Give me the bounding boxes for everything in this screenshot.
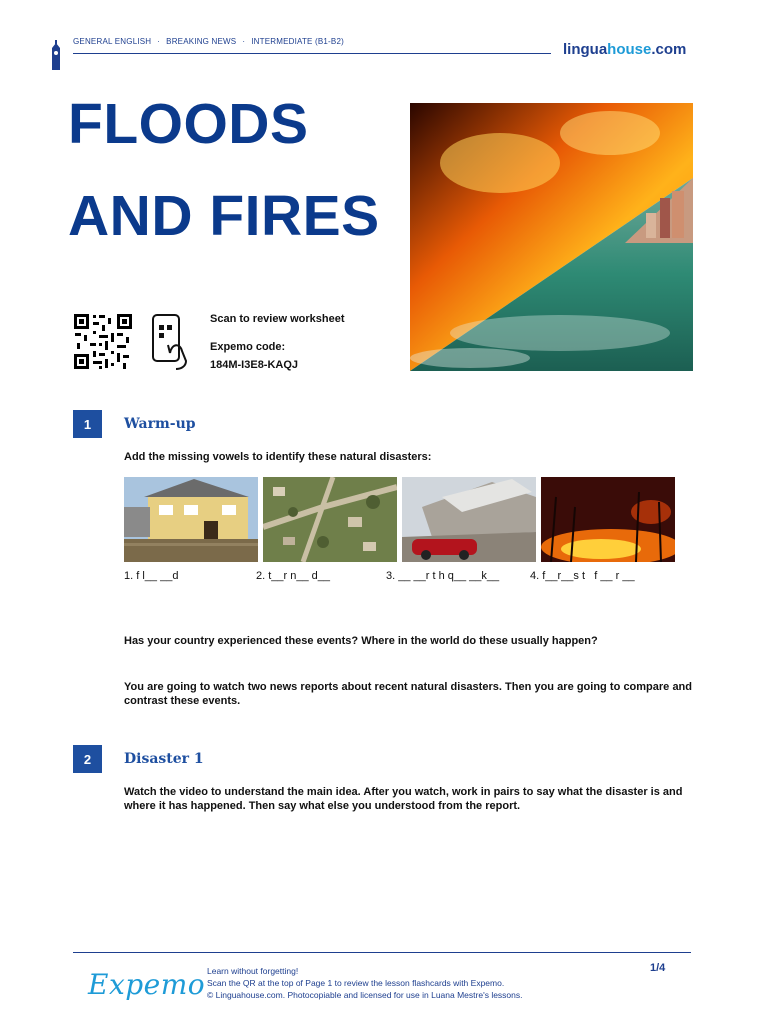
- clue-tornado: 2. t__r n__ d__: [256, 570, 331, 582]
- flooded-house-photo: [124, 477, 258, 562]
- brand-tld: .com: [651, 41, 687, 58]
- brand-main: lingua: [563, 41, 608, 58]
- section-1-question: Has your country experienced these events? Where in the world do these usually happen?: [124, 635, 598, 647]
- brand-logo: [563, 41, 686, 58]
- earthquake-collapsed-building-photo: [402, 477, 536, 562]
- brand-light: house: [607, 41, 652, 58]
- breadcrumb-level-2: BREAKING NEWS: [166, 37, 237, 46]
- section-1-title: Warm-up: [124, 416, 196, 432]
- header-divider: [73, 53, 551, 54]
- expemo-code-label: Expemo code:: [210, 341, 286, 353]
- footer-divider: [73, 952, 691, 953]
- page-number: 1/4: [650, 962, 666, 974]
- section-2-title: Disaster 1: [124, 751, 204, 767]
- clue-flood: 1. f l__ __d: [124, 570, 179, 582]
- big-ben-icon: [50, 40, 62, 70]
- breadcrumb-separator: ·: [242, 37, 246, 46]
- breadcrumb-level-1: GENERAL ENGLISH: [73, 37, 152, 46]
- tornado-damage-aerial-photo: [263, 477, 397, 562]
- clue-earthquake: 3. __ __r t h q__ __k__: [386, 570, 500, 582]
- expemo-code-value: 184M-I3E8-KAQJ: [210, 359, 299, 371]
- expemo-logo: Expemo: [88, 968, 206, 1001]
- page-title-line-2: AND FIRES: [68, 184, 380, 248]
- breadcrumb-separator: ·: [157, 37, 161, 46]
- forest-fire-photo: [541, 477, 675, 562]
- breadcrumb-level-3: INTERMEDIATE (B1-B2): [251, 37, 344, 46]
- phone-scan-icon: [150, 313, 192, 371]
- section-1-instruction: Add the missing vowels to identify these natural disasters:: [124, 451, 432, 463]
- page-title-line-1: FLOODS: [68, 92, 309, 156]
- scan-instruction: Scan to review worksheet: [210, 313, 345, 325]
- clue-forest-fire: 4. f__r__s t f __ r __: [530, 570, 635, 582]
- hero-fire-flood-image: [410, 103, 693, 371]
- qr-code[interactable]: [73, 313, 133, 370]
- section-2-badge: 2: [73, 745, 102, 773]
- footer-copyright: © Linguahouse.com. Photocopiable and licensed for use in Luana Mestre's lessons.: [207, 990, 523, 1000]
- section-2-instruction: Watch the video to understand the main idea. After you watch, work in pairs to say what the disaster is and where it has happened. Then say what else you understood from the report.: [124, 786, 683, 812]
- footer-qr-note: Scan the QR at the top of Page 1 to review the lesson flashcards with Expemo.: [207, 978, 505, 988]
- section-1-intro: You are going to watch two news reports about recent natural disasters. Then you are going to compare and contrast these events.: [124, 681, 692, 707]
- footer-tagline: Learn without forgetting!: [207, 966, 299, 976]
- breadcrumb: [73, 37, 344, 46]
- section-1-badge: 1: [73, 410, 102, 438]
